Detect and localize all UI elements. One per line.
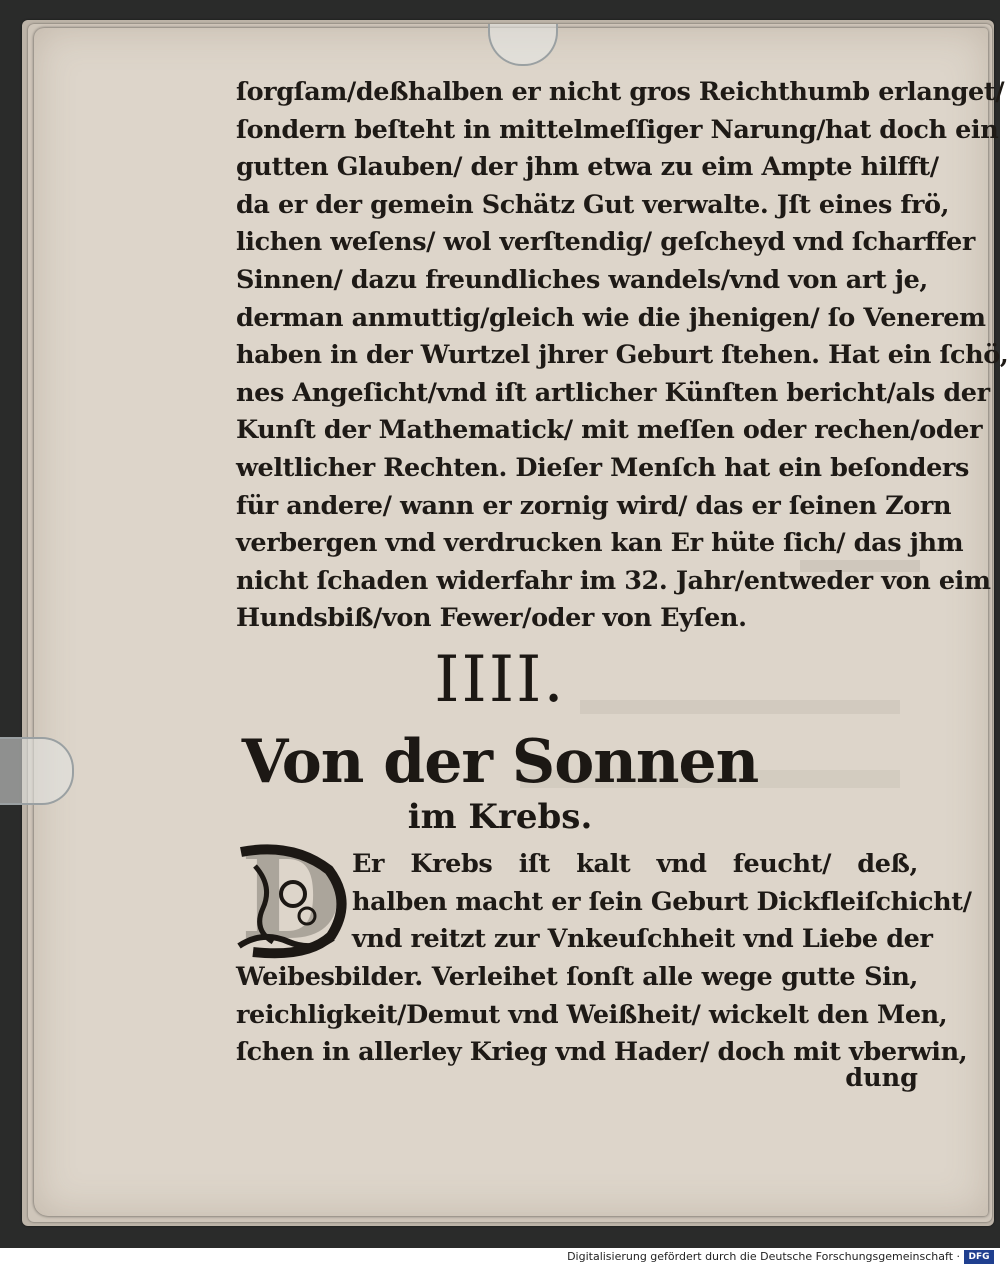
initial-letter: D — [240, 827, 343, 966]
text-line: Kunſt der Mathematick/ mit meſſen oder rechen/oder — [236, 415, 983, 446]
text-line: derman anmuttig/gleich wie die jhenigen/ ſo Venerem — [236, 302, 986, 333]
chapter-number: IIII. — [434, 643, 566, 717]
second-paragraph-indented — [352, 846, 972, 959]
dfg-logo: DFG — [964, 1250, 994, 1264]
text-line: gutten Glauben/ der jhm etwa zu eim Ampte hilfft/ — [236, 152, 939, 183]
text-line: verbergen vnd verdrucken kan Er hüte ſich/ das jhm — [236, 528, 964, 559]
text-line: für andere/ wann er zornig wird/ das er ſeinen Zorn — [236, 490, 952, 521]
text-line: vnd reitzt zur Vnkeuſchheit vnd Liebe der — [352, 924, 933, 955]
chapter-title: Von der Sonnen — [241, 727, 759, 797]
text-line: lichen weſens/ wol verſtendig/ geſcheyd vnd ſcharffer — [236, 227, 975, 258]
footer-credit-bar — [0, 1248, 1000, 1267]
text-line: ſondern beſteht in mittelmeſſiger Narung/hat doch ein — [236, 114, 999, 145]
text-line: Er Krebs iſt kalt vnd feucht/ deß, — [352, 849, 918, 879]
chapter-subtitle: im Krebs. — [407, 797, 593, 837]
text-line: Sinnen/ dazu freundliches wandels/vnd von art je, — [236, 264, 928, 295]
text-line: ſchen in allerley Krieg vnd Hader/ doch mit vberwin, — [236, 1037, 968, 1068]
text-line: Weibesbilder. Verleihet ſonſt alle wege gutte Sin, — [236, 962, 918, 992]
text-line: Hundsbiß/von Fewer/oder von Eyſen. — [236, 603, 747, 634]
funding-credit: Digitalisierung gefördert durch die Deutsche Forschungsgemeinschaft · — [567, 1250, 960, 1263]
text-line: nicht ſchaden widerfahr im 32. Jahr/entweder von eim — [236, 565, 991, 596]
top-paragraph — [236, 74, 1008, 638]
second-paragraph-full — [236, 959, 968, 1072]
text-line: ſorgſam/deßhalben er nicht gros Reichthumb erlanget/ — [236, 77, 1005, 107]
decorated-initial — [233, 827, 350, 966]
text-line: weltlicher Rechten. Dieſer Menſch hat ein beſonders — [236, 452, 969, 483]
text-line: nes Angeſicht/vnd iſt artlicher Künſten bericht/als der — [236, 377, 990, 408]
catchword: dung — [845, 1063, 918, 1093]
text-line: haben in der Wurtzel jhrer Geburt ſtehen. Hat ein ſchö, — [236, 340, 1008, 371]
text-line: halben macht er ſein Geburt Dickfleiſchicht/ — [352, 886, 972, 917]
text-line: reichligkeit/Demut vnd Weißheit/ wickelt den Men, — [236, 999, 948, 1030]
text-line: da er der gemein Schätz Gut verwalte. Jſt eines frö, — [236, 189, 950, 220]
